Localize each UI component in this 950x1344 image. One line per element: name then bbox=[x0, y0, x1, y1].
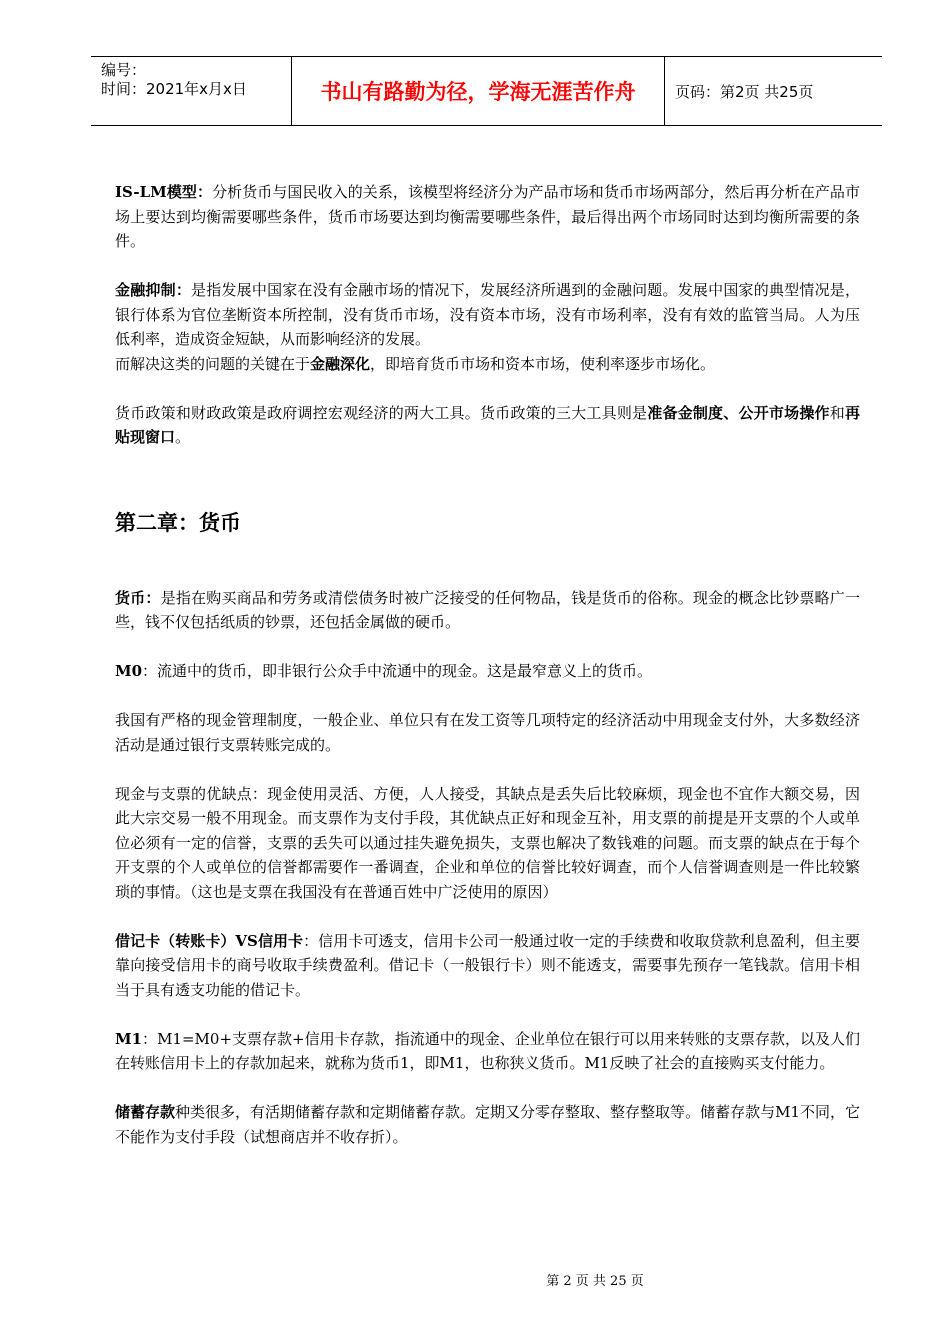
term-financial-deepening: 金融深化 bbox=[310, 354, 371, 373]
header-motto: 书山有路勤为径，学海无涯苦作舟 bbox=[292, 57, 665, 125]
page-header bbox=[91, 56, 882, 126]
header-number: 编号： bbox=[101, 61, 147, 79]
text-savings: 种类很多，有活期储蓄存款和定期储蓄存款。定期又分零存整取、整存整取等。储蓄存款与M1不同，它不能作为支付手段（试想商店并不收存折）。 bbox=[115, 1103, 860, 1146]
text-policy-pre: 货币政策和财政政策是政府调控宏观经济的两大工具。货币政策的三大工具则是 bbox=[115, 403, 648, 422]
term-money: 货币： bbox=[115, 588, 161, 607]
term-debit-vs-credit: 借记卡（转账卡）VS信用卡 bbox=[115, 931, 304, 950]
text-islm: 分析货币与国民收入的关系，该模型将经济分为产品市场和货币市场两部分，然后再分析在产品市场上要达到均衡需要哪些条件，货币市场要达到均衡需要哪些条件，最后得出两个市场同时达到均衡所需要的条件。 bbox=[115, 183, 860, 250]
text-money: 是指在购买商品和劳务或清偿债务时被广泛接受的任何物品，钱是货币的俗称。现金的概念比钞票略广一些，钱不仅包括纸质的钞票，还包括金属做的硬币。 bbox=[115, 588, 860, 631]
paragraph-cash-vs-check: 现金与支票的优缺点：现金使用灵活、方便，人人接受，其缺点是丢失后比较麻烦，现金也不宜作大额交易，因此大宗交易一般不用现金。而支票作为支付手段，其优缺点正好和现金互补，用支票的前提是开支票的个人或单位必须有一定的信誉，支票的丢失可以通过挂失避免损失，支票也解决了数钱难的问题。而支票的缺点在于每个开支票的个人或单位的信誉都需要作一番调查，企业和单位的信誉比较好调查，而个人信誉调查则是一件比较繁琐的事情。（这也是支票在我国没有在普通百姓中广泛使用的原因） bbox=[115, 784, 860, 901]
term-m0: M0 bbox=[115, 662, 143, 680]
text-policy-end: 。 bbox=[175, 428, 191, 446]
text-financial-repression: 是指发展中国家在没有金融市场的情况下，发展经济所遇到的金融问题。发展中国家的典型情况是，银行体系为官位垄断资本所控制，没有货币市场，没有资本市场，没有市场利率，没有有效的监管当局。人为压低利率，造成资金短缺，从而影响经济的发展。 bbox=[115, 281, 860, 348]
header-meta bbox=[91, 57, 292, 125]
paragraph-m0 bbox=[115, 659, 860, 684]
text-debit-vs-credit: ：信用卡可透支，信用卡公司一般通过收一定的手续费和收取贷款利息盈利，但主要靠向接受信用卡的商号收取手续费盈利。借记卡（一般银行卡）则不能透支，需要事先预存一笔钱款。信用卡相当于具有透支功能的借记卡。 bbox=[115, 931, 860, 999]
chapter-title: 第二章：货币 bbox=[115, 510, 241, 535]
text-m1: ：M1=M0+支票存款+信用卡存款，指流通中的现金、企业单位在银行可以用来转账的支票存款，以及人们在转账信用卡上的存款加起来，就称为货币1，即M1，也称狭义货币。M1反映了社会的直接购买支付能力。 bbox=[115, 1029, 860, 1072]
paragraph-monetary-policy bbox=[115, 401, 860, 450]
text-policy-sep2: 和 bbox=[829, 403, 845, 422]
header-time: 时间：2021年x月x日 bbox=[101, 80, 247, 98]
paragraph-cash-management: 我国有严格的现金管理制度，一般企业、单位只有在发工资等几项特定的经济活动中用现金支付外，大多数经济活动是通过银行支票转账完成的。 bbox=[115, 711, 860, 754]
document-body bbox=[115, 180, 860, 1149]
paragraph-islm bbox=[115, 180, 860, 254]
term-m1: M1 bbox=[115, 1029, 143, 1048]
paragraph-debit-vs-credit bbox=[115, 929, 860, 1003]
paragraph-savings bbox=[115, 1100, 860, 1149]
paragraph-money bbox=[115, 586, 860, 635]
term-savings: 储蓄存款 bbox=[115, 1103, 176, 1121]
text-policy-sep1: 、 bbox=[723, 403, 739, 422]
text-m0: ：流通中的货币，即非银行公众手中流通中的现金。这是最窄意义上的货币。 bbox=[142, 662, 653, 680]
text-deepening-pre: 而解决这类的问题的关键在于 bbox=[115, 354, 311, 373]
term-financial-repression: 金融抑制： bbox=[115, 281, 192, 299]
page-footer: 第 2 页 共 25 页 bbox=[546, 1274, 644, 1289]
text-deepening-post: ，即培育货币市场和资本市场，使利率逐步市场化。 bbox=[370, 354, 716, 373]
paragraph-m1 bbox=[115, 1027, 860, 1076]
term-islm: IS-LM模型： bbox=[115, 183, 213, 201]
term-open-market: 公开市场操作 bbox=[738, 403, 830, 422]
term-rediscount-window: 再贴现窗口 bbox=[115, 403, 860, 446]
header-page-number: 页码：第2页 共25页 bbox=[675, 82, 814, 101]
term-reserve-system: 准备金制度 bbox=[647, 403, 724, 422]
paragraph-financial-deepening bbox=[115, 352, 860, 377]
paragraph-financial-repression bbox=[115, 278, 860, 352]
